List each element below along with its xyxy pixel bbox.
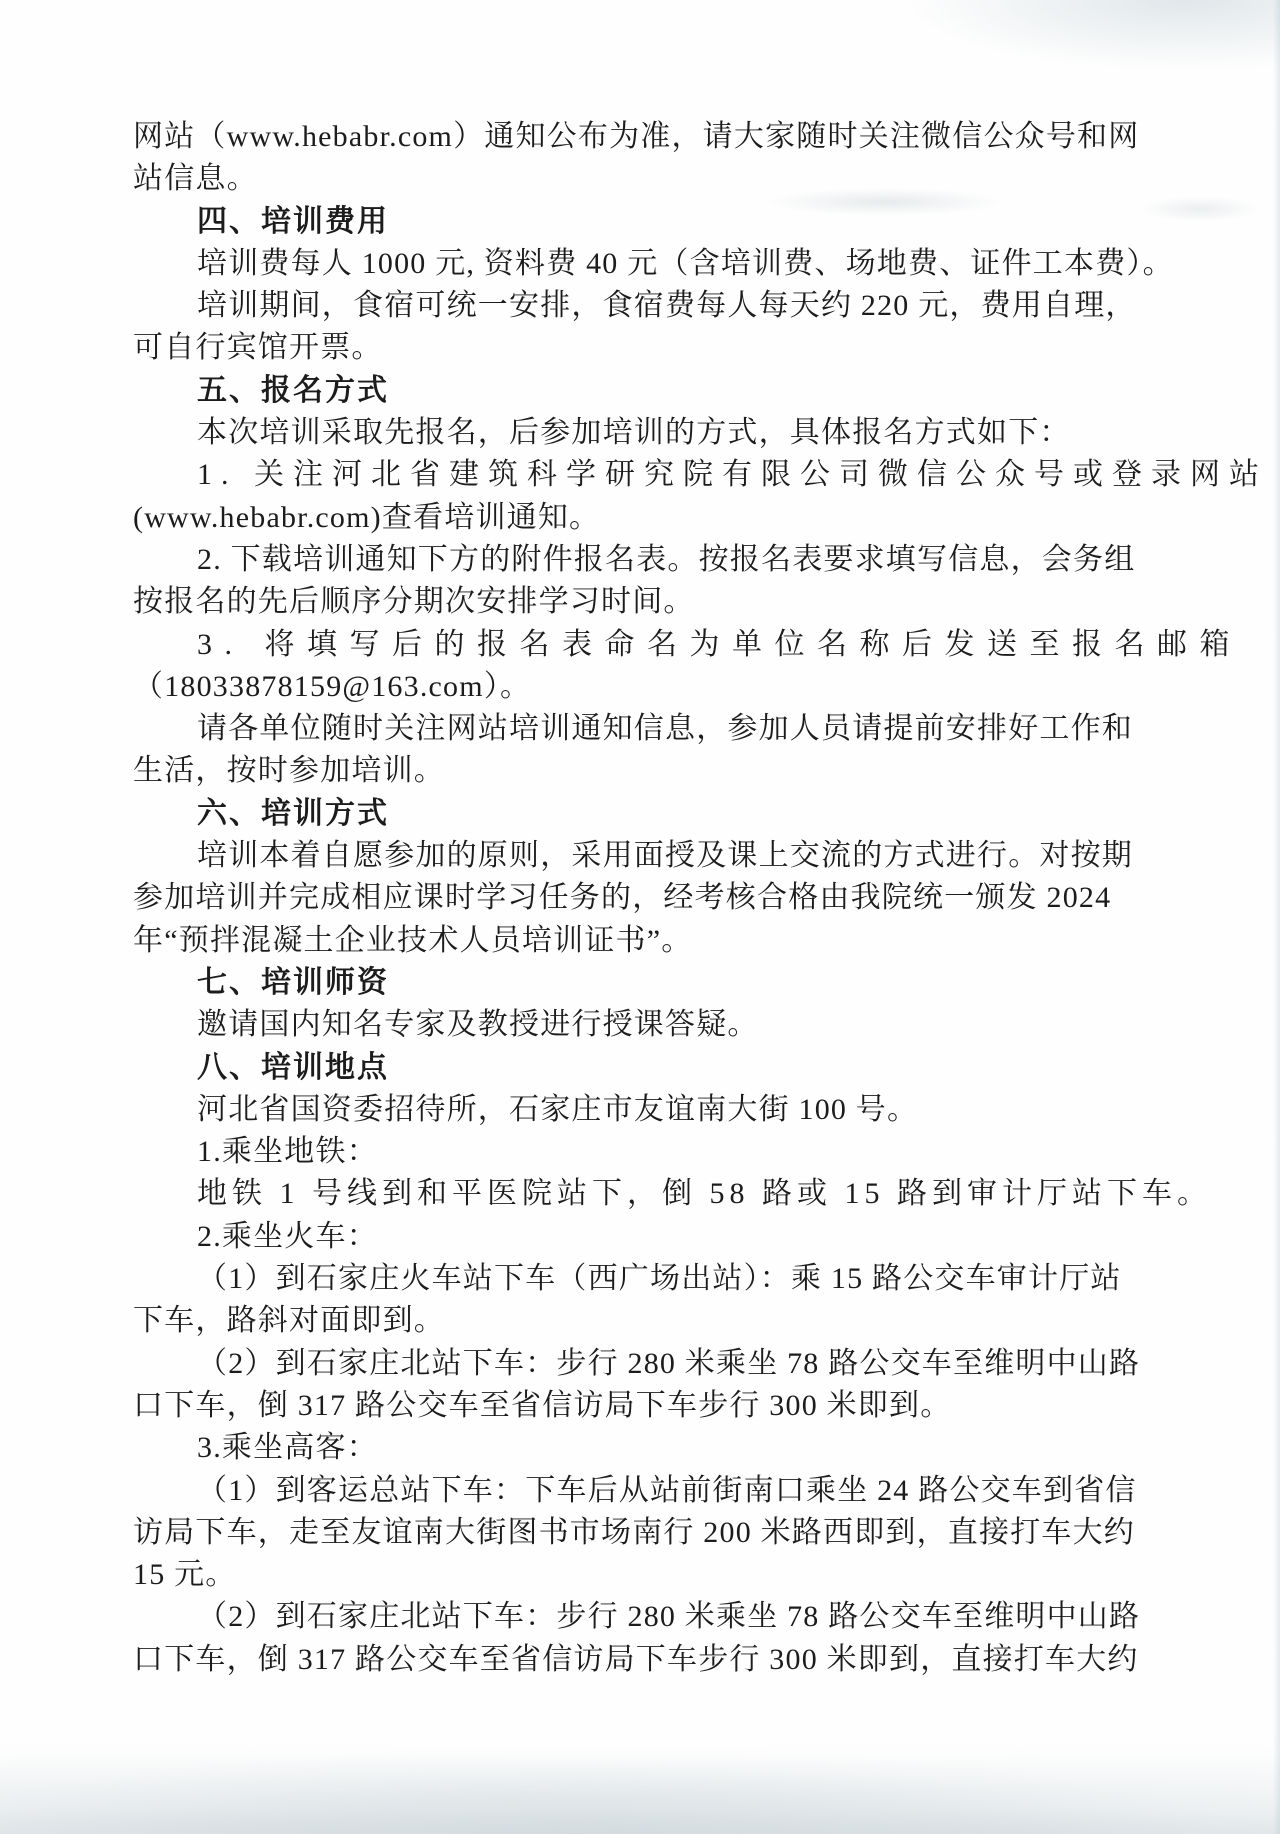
document-line: 河北省国资委招待所，石家庄市友谊南大街 100 号。: [197, 1092, 919, 1126]
document-line: 年“预拌混凝土企业技术人员培训证书”。: [133, 923, 693, 957]
document-line: 站信息。: [133, 162, 258, 196]
document-line: 参加培训并完成相应课时学习任务的，经考核合格由我院统一颁发 2024: [133, 881, 1112, 915]
document-line: 15 元。: [133, 1558, 237, 1592]
document-line: 3.乘坐高客：: [197, 1431, 378, 1465]
document-line: 地铁 1 号线到和平医院站下，倒 58 路或 15 路到审计厅站下车。: [197, 1177, 1212, 1211]
document-line: 网站（www.hebabr.com）通知公布为准，请大家随时关注微信公众号和网: [133, 120, 1140, 153]
document-line: 生活，按时参加培训。: [133, 754, 445, 788]
document-text: [133, 116, 1268, 1681]
section-heading: 四、培训费用: [197, 204, 389, 238]
document-line: 按报名的先后顺序分期次安排学习时间。: [133, 585, 695, 619]
document-line: 口下车，倒 317 路公交车至省信访局下车步行 300 米即到。: [133, 1388, 952, 1422]
document-line: （18033878159@163.com）。: [133, 669, 532, 703]
document-line: （1）到客运总站下车：下车后从站前街南口乘坐 24 路公交车到省信: [197, 1473, 1137, 1507]
scan-artifact-bottom-bleed: [0, 1739, 1280, 1834]
document-line: 邀请国内知名专家及教授进行授课答疑。: [197, 1008, 759, 1042]
section-heading: 八、培训地点: [197, 1050, 389, 1084]
document-line: 培训期间，食宿可统一安排，食宿费每人每天约 220 元，费用自理，: [197, 289, 1137, 323]
document-line: 2.乘坐火车：: [197, 1219, 378, 1253]
document-line: 培训本着自愿参加的原则，采用面授及课上交流的方式进行。对按期: [197, 839, 1133, 873]
document-line: 可自行宾馆开票。: [133, 331, 383, 365]
document-line: （2）到石家庄北站下车：步行 280 米乘坐 78 路公交车至维明中山路: [197, 1600, 1141, 1634]
scan-artifact-top-right: [900, 0, 1280, 72]
document-line: （2）到石家庄北站下车：步行 280 米乘坐 78 路公交车至维明中山路: [197, 1346, 1141, 1380]
document-line: (www.hebabr.com)查看培训通知。: [133, 500, 601, 534]
document-line: 3. 将填写后的报名表命名为单位名称后发送至报名邮箱: [197, 627, 1242, 661]
section-heading: 七、培训师资: [197, 965, 389, 999]
document-line: 访局下车，走至友谊南大街图书市场南行 200 米路西即到，直接打车大约: [133, 1515, 1135, 1549]
scan-artifact-right-edge: [1273, 0, 1280, 1834]
document-line: （1）到石家庄火车站下车（西广场出站）：乘 15 路公交车审计厅站: [197, 1262, 1122, 1296]
document-line: 2. 下载培训通知下方的附件报名表。按报名表要求填写信息，会务组: [197, 542, 1136, 576]
section-heading: 五、报名方式: [197, 373, 389, 407]
document-line: 请各单位随时关注网站培训通知信息，参加人员请提前安排好工作和: [197, 712, 1133, 746]
document-line: 口下车，倒 317 路公交车至省信访局下车步行 300 米即到，直接打车大约: [133, 1642, 1139, 1676]
document-line: 本次培训采取先报名，后参加培训的方式，具体报名方式如下：: [197, 416, 1071, 450]
document-line: 1. 关注河北省建筑科学研究院有限公司微信公众号或登录网站: [197, 458, 1268, 492]
section-heading: 六、培训方式: [197, 796, 389, 830]
document-line: 下车，路斜对面即到。: [133, 1304, 445, 1338]
document-line: 培训费每人 1000 元, 资料费 40 元（含培训费、场地费、证件工本费）。: [197, 246, 1174, 280]
document-line: 1.乘坐地铁：: [197, 1135, 378, 1169]
